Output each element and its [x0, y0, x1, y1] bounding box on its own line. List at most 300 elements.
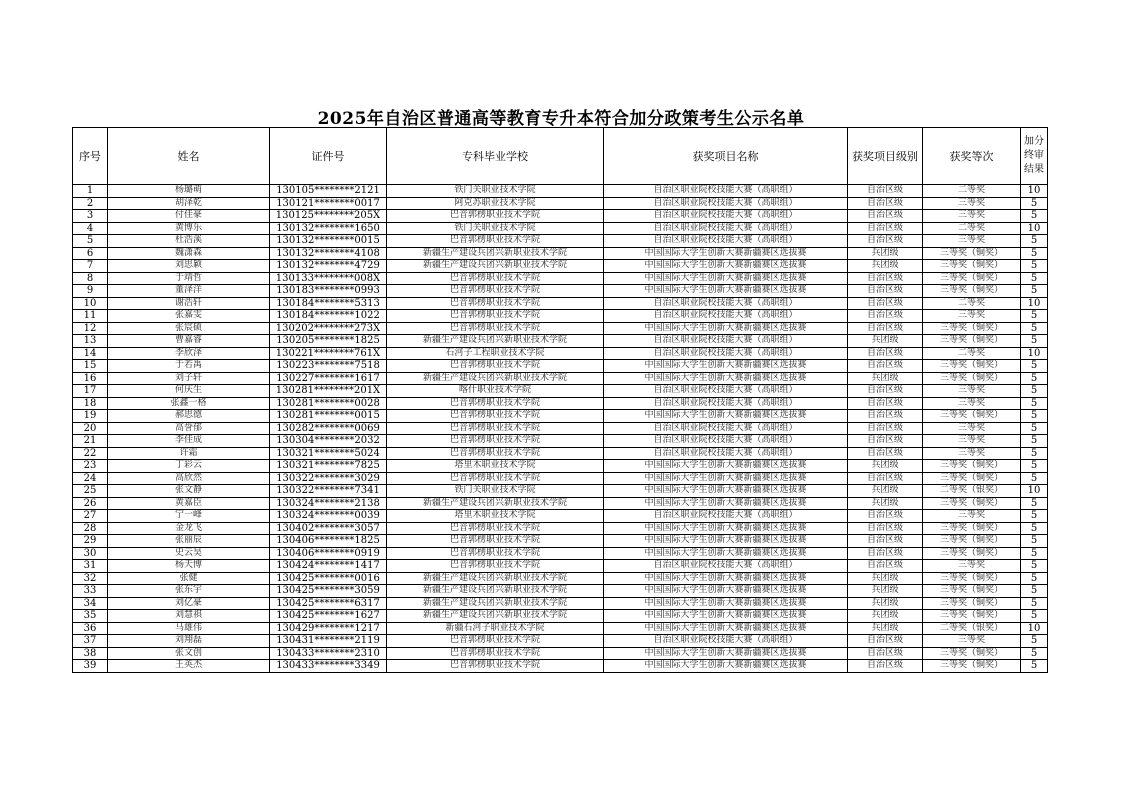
- cell-school: 喀什职业技术学院: [387, 385, 604, 398]
- cell-award: 中国国际大学生创新大赛新疆赛区选拔赛: [604, 460, 848, 473]
- cell-award: 中国国际大学生创新大赛新疆赛区选拔赛: [604, 247, 848, 260]
- table-row: [73, 622, 1048, 635]
- header-grade: 获奖等次: [923, 128, 1021, 185]
- cell-level: 自治区级: [848, 235, 923, 248]
- cell-school: 巴音郭楞职业技术学院: [387, 397, 604, 410]
- cell-score: 5: [1021, 197, 1048, 210]
- cell-level: 自治区级: [848, 560, 923, 573]
- cell-score: 5: [1021, 610, 1048, 623]
- cell-seq: 30: [73, 547, 108, 560]
- cell-award: 中国国际大学生创新大赛新疆赛区选拔赛: [604, 410, 848, 423]
- cell-id: 130221********761X: [270, 347, 387, 360]
- cell-name: 马雄伟: [108, 622, 270, 635]
- cell-grade: 二等奖: [923, 347, 1021, 360]
- cell-seq: 23: [73, 460, 108, 473]
- table-row: [73, 260, 1048, 273]
- cell-award: 自治区职业院校技能大赛（高职组）: [604, 447, 848, 460]
- cell-school: 巴音郭楞职业技术学院: [387, 360, 604, 373]
- cell-award: 中国国际大学生创新大赛新疆赛区选拔赛: [604, 647, 848, 660]
- cell-school: 新疆生产建设兵团兴新职业技术学院: [387, 247, 604, 260]
- cell-score: 5: [1021, 635, 1048, 648]
- table-body: [73, 185, 1048, 673]
- cell-seq: 24: [73, 472, 108, 485]
- cell-seq: 35: [73, 610, 108, 623]
- cell-id: 130184********1022: [270, 310, 387, 323]
- table-row: [73, 322, 1048, 335]
- cell-level: 自治区级: [848, 660, 923, 673]
- cell-name: 史云昊: [108, 547, 270, 560]
- cell-name: 谢浩轩: [108, 297, 270, 310]
- cell-name: 张嘉雯: [108, 310, 270, 323]
- cell-school: 巴音郭楞职业技术学院: [387, 535, 604, 548]
- header-seq: 序号: [73, 128, 108, 185]
- cell-score: 5: [1021, 422, 1048, 435]
- cell-seq: 16: [73, 372, 108, 385]
- cell-school: 新疆生产建设兵团兴新职业技术学院: [387, 497, 604, 510]
- cell-award: 自治区职业院校技能大赛（高职组）: [604, 297, 848, 310]
- table-header-row: [73, 128, 1048, 185]
- cell-seq: 25: [73, 485, 108, 498]
- cell-seq: 8: [73, 272, 108, 285]
- cell-name: 刘翔磊: [108, 635, 270, 648]
- cell-seq: 13: [73, 335, 108, 348]
- cell-id: 130433********2310: [270, 647, 387, 660]
- cell-seq: 14: [73, 347, 108, 360]
- table-row: [73, 310, 1048, 323]
- table-row: [73, 235, 1048, 248]
- cell-school: 铁门关职业技术学院: [387, 185, 604, 198]
- cell-award: 中国国际大学生创新大赛新疆赛区选拔赛: [604, 360, 848, 373]
- cell-name: 董泽洋: [108, 285, 270, 298]
- cell-score: 5: [1021, 260, 1048, 273]
- cell-level: 自治区级: [848, 397, 923, 410]
- cell-name: 张东宇: [108, 585, 270, 598]
- cell-id: 130424********1417: [270, 560, 387, 573]
- cell-name: 刘思颖: [108, 260, 270, 273]
- cell-seq: 6: [73, 247, 108, 260]
- table-row: [73, 472, 1048, 485]
- cell-grade: 三等奖: [923, 560, 1021, 573]
- cell-school: 新疆生产建设兵团兴新职业技术学院: [387, 335, 604, 348]
- cell-grade: 三等奖（铜奖）: [923, 285, 1021, 298]
- cell-grade: 三等奖（铜奖）: [923, 372, 1021, 385]
- cell-name: 张丽辰: [108, 535, 270, 548]
- table-row: [73, 547, 1048, 560]
- cell-level: 自治区级: [848, 510, 923, 523]
- cell-id: 130205********1825: [270, 335, 387, 348]
- table-row: [73, 347, 1048, 360]
- cell-grade: 三等奖: [923, 235, 1021, 248]
- header-score: 加分终审结果: [1021, 128, 1048, 185]
- table-row: [73, 510, 1048, 523]
- cell-grade: 三等奖: [923, 210, 1021, 223]
- cell-seq: 21: [73, 435, 108, 448]
- table-row: [73, 360, 1048, 373]
- cell-grade: 三等奖（铜奖）: [923, 610, 1021, 623]
- cell-id: 130105********2121: [270, 185, 387, 198]
- cell-id: 130132********4729: [270, 260, 387, 273]
- cell-grade: 三等奖（铜奖）: [923, 472, 1021, 485]
- cell-grade: 三等奖（铜奖）: [923, 322, 1021, 335]
- cell-name: 魏潇森: [108, 247, 270, 260]
- cell-seq: 3: [73, 210, 108, 223]
- cell-seq: 18: [73, 397, 108, 410]
- cell-level: 自治区级: [848, 410, 923, 423]
- cell-score: 5: [1021, 572, 1048, 585]
- cell-award: 自治区职业院校技能大赛（高职组）: [604, 435, 848, 448]
- cell-score: 10: [1021, 485, 1048, 498]
- cell-seq: 12: [73, 322, 108, 335]
- table-row: [73, 335, 1048, 348]
- cell-grade: 二等奖: [923, 297, 1021, 310]
- cell-school: 新疆生产建设兵团兴新职业技术学院: [387, 610, 604, 623]
- cell-id: 130425********6317: [270, 597, 387, 610]
- cell-school: 巴音郭楞职业技术学院: [387, 547, 604, 560]
- table-row: [73, 272, 1048, 285]
- cell-name: 张鑫一格: [108, 397, 270, 410]
- table-row: [73, 597, 1048, 610]
- cell-level: 兵团级: [848, 622, 923, 635]
- cell-id: 130425********1627: [270, 610, 387, 623]
- cell-award: 自治区职业院校技能大赛（高职组）: [604, 310, 848, 323]
- cell-grade: 三等奖: [923, 635, 1021, 648]
- cell-level: 自治区级: [848, 285, 923, 298]
- table-row: [73, 222, 1048, 235]
- cell-name: 张宸硕: [108, 322, 270, 335]
- cell-score: 10: [1021, 185, 1048, 198]
- cell-score: 5: [1021, 397, 1048, 410]
- cell-grade: 三等奖: [923, 447, 1021, 460]
- table-row: [73, 185, 1048, 198]
- cell-grade: 三等奖（铜奖）: [923, 460, 1021, 473]
- cell-award: 中国国际大学生创新大赛新疆赛区选拔赛: [604, 272, 848, 285]
- cell-seq: 22: [73, 447, 108, 460]
- cell-seq: 1: [73, 185, 108, 198]
- cell-id: 130133********008X: [270, 272, 387, 285]
- table-row: [73, 560, 1048, 573]
- cell-grade: 三等奖（铜奖）: [923, 585, 1021, 598]
- cell-school: 巴音郭楞职业技术学院: [387, 297, 604, 310]
- cell-school: 巴音郭楞职业技术学院: [387, 410, 604, 423]
- table-row: [73, 535, 1048, 548]
- table-row: [73, 422, 1048, 435]
- cell-score: 5: [1021, 647, 1048, 660]
- cell-name: 杨天博: [108, 560, 270, 573]
- cell-name: 胡泽乾: [108, 197, 270, 210]
- table-row: [73, 460, 1048, 473]
- cell-school: 巴音郭楞职业技术学院: [387, 272, 604, 285]
- cell-award: 中国国际大学生创新大赛新疆赛区选拔赛: [604, 660, 848, 673]
- cell-id: 130121********0017: [270, 197, 387, 210]
- cell-level: 自治区级: [848, 435, 923, 448]
- cell-grade: 三等奖: [923, 197, 1021, 210]
- cell-grade: 三等奖（铜奖）: [923, 660, 1021, 673]
- cell-id: 130406********1825: [270, 535, 387, 548]
- header-id: 证件号: [270, 128, 387, 185]
- cell-seq: 38: [73, 647, 108, 660]
- cell-school: 巴音郭楞职业技术学院: [387, 310, 604, 323]
- cell-score: 10: [1021, 222, 1048, 235]
- cell-level: 自治区级: [848, 347, 923, 360]
- cell-award: 中国国际大学生创新大赛新疆赛区选拔赛: [604, 535, 848, 548]
- cell-name: 黄嘉臣: [108, 497, 270, 510]
- cell-seq: 10: [73, 297, 108, 310]
- cell-grade: 三等奖（铜奖）: [923, 247, 1021, 260]
- cell-id: 130281********0015: [270, 410, 387, 423]
- cell-name: 宁一峰: [108, 510, 270, 523]
- cell-score: 5: [1021, 247, 1048, 260]
- cell-grade: 二等奖（银奖）: [923, 485, 1021, 498]
- cell-grade: 三等奖: [923, 435, 1021, 448]
- cell-award: 中国国际大学生创新大赛新疆赛区选拔赛: [604, 472, 848, 485]
- cell-id: 130183********0993: [270, 285, 387, 298]
- cell-grade: 三等奖（铜奖）: [923, 272, 1021, 285]
- cell-award: 自治区职业院校技能大赛（高职组）: [604, 385, 848, 398]
- cell-award: 中国国际大学生创新大赛新疆赛区选拔赛: [604, 497, 848, 510]
- cell-award: 自治区职业院校技能大赛（高职组）: [604, 222, 848, 235]
- cell-id: 130202********273X: [270, 322, 387, 335]
- cell-seq: 20: [73, 422, 108, 435]
- cell-seq: 9: [73, 285, 108, 298]
- cell-school: 新疆生产建设兵团兴新职业技术学院: [387, 585, 604, 598]
- cell-school: 阿克苏职业技术学院: [387, 197, 604, 210]
- cell-id: 130402********3057: [270, 522, 387, 535]
- cell-school: 新疆石河子职业技术学院: [387, 622, 604, 635]
- cell-name: 郝思德: [108, 410, 270, 423]
- cell-id: 130324********0039: [270, 510, 387, 523]
- cell-score: 5: [1021, 372, 1048, 385]
- header-award: 获奖项目名称: [604, 128, 848, 185]
- cell-award: 自治区职业院校技能大赛（高职组）: [604, 210, 848, 223]
- cell-award: 自治区职业院校技能大赛（高职组）: [604, 347, 848, 360]
- cell-school: 巴音郭楞职业技术学院: [387, 522, 604, 535]
- cell-score: 5: [1021, 597, 1048, 610]
- cell-level: 自治区级: [848, 322, 923, 335]
- candidate-table: [72, 127, 1048, 673]
- cell-level: 自治区级: [848, 447, 923, 460]
- document-title: 2025年自治区普通高等教育专升本符合加分政策考生公示名单: [317, 109, 805, 129]
- cell-seq: 34: [73, 597, 108, 610]
- cell-seq: 15: [73, 360, 108, 373]
- cell-name: 王英杰: [108, 660, 270, 673]
- cell-level: 自治区级: [848, 647, 923, 660]
- cell-name: 金龙飞: [108, 522, 270, 535]
- cell-level: 自治区级: [848, 422, 923, 435]
- cell-name: 张文创: [108, 647, 270, 660]
- table-row: [73, 660, 1048, 673]
- cell-score: 5: [1021, 235, 1048, 248]
- cell-level: 自治区级: [848, 360, 923, 373]
- cell-level: 自治区级: [848, 310, 923, 323]
- cell-id: 130281********201X: [270, 385, 387, 398]
- cell-award: 自治区职业院校技能大赛（高职组）: [604, 510, 848, 523]
- table-row: [73, 385, 1048, 398]
- table-row: [73, 297, 1048, 310]
- cell-level: 自治区级: [848, 222, 923, 235]
- cell-seq: 7: [73, 260, 108, 273]
- cell-award: 中国国际大学生创新大赛新疆赛区选拔赛: [604, 322, 848, 335]
- cell-name: 高誉郁: [108, 422, 270, 435]
- cell-id: 130321********5024: [270, 447, 387, 460]
- cell-level: 兵团级: [848, 572, 923, 585]
- table-row: [73, 247, 1048, 260]
- cell-school: 巴音郭楞职业技术学院: [387, 660, 604, 673]
- cell-name: 于靖哲: [108, 272, 270, 285]
- cell-id: 130321********7825: [270, 460, 387, 473]
- cell-level: 自治区级: [848, 185, 923, 198]
- cell-school: 巴音郭楞职业技术学院: [387, 210, 604, 223]
- cell-grade: 三等奖（铜奖）: [923, 360, 1021, 373]
- cell-award: 中国国际大学生创新大赛新疆赛区选拔赛: [604, 585, 848, 598]
- cell-award: 自治区职业院校技能大赛（高职组）: [604, 422, 848, 435]
- cell-level: 自治区级: [848, 472, 923, 485]
- cell-award: 中国国际大学生创新大赛新疆赛区选拔赛: [604, 260, 848, 273]
- cell-level: 兵团级: [848, 610, 923, 623]
- cell-school: 巴音郭楞职业技术学院: [387, 647, 604, 660]
- cell-school: 巴音郭楞职业技术学院: [387, 235, 604, 248]
- cell-name: 张文静: [108, 485, 270, 498]
- table-row: [73, 197, 1048, 210]
- cell-id: 130132********4108: [270, 247, 387, 260]
- cell-score: 5: [1021, 322, 1048, 335]
- cell-award: 中国国际大学生创新大赛新疆赛区选拔赛: [604, 522, 848, 535]
- cell-score: 5: [1021, 285, 1048, 298]
- cell-school: 巴音郭楞职业技术学院: [387, 472, 604, 485]
- cell-school: 巴音郭楞职业技术学院: [387, 422, 604, 435]
- cell-name: 何庆生: [108, 385, 270, 398]
- cell-seq: 26: [73, 497, 108, 510]
- cell-school: 巴音郭楞职业技术学院: [387, 322, 604, 335]
- cell-name: 曹嘉睿: [108, 335, 270, 348]
- cell-score: 5: [1021, 560, 1048, 573]
- cell-score: 5: [1021, 585, 1048, 598]
- cell-id: 130282********0069: [270, 422, 387, 435]
- cell-id: 130322********7341: [270, 485, 387, 498]
- cell-grade: 二等奖: [923, 222, 1021, 235]
- cell-seq: 27: [73, 510, 108, 523]
- cell-award: 自治区职业院校技能大赛（高职组）: [604, 635, 848, 648]
- cell-name: 高欣然: [108, 472, 270, 485]
- cell-id: 130425********3059: [270, 585, 387, 598]
- cell-seq: 36: [73, 622, 108, 635]
- cell-school: 新疆生产建设兵团兴新职业技术学院: [387, 572, 604, 585]
- header-name: 姓名: [108, 128, 270, 185]
- cell-seq: 31: [73, 560, 108, 573]
- cell-grade: 三等奖: [923, 422, 1021, 435]
- cell-award: 自治区职业院校技能大赛（高职组）: [604, 185, 848, 198]
- cell-id: 130223********7518: [270, 360, 387, 373]
- cell-score: 10: [1021, 622, 1048, 635]
- cell-name: 杨璐萌: [108, 185, 270, 198]
- cell-grade: 三等奖（铜奖）: [923, 572, 1021, 585]
- cell-score: 5: [1021, 410, 1048, 423]
- table-row: [73, 497, 1048, 510]
- cell-grade: 三等奖（铜奖）: [923, 497, 1021, 510]
- cell-score: 5: [1021, 447, 1048, 460]
- cell-level: 自治区级: [848, 197, 923, 210]
- cell-level: 自治区级: [848, 635, 923, 648]
- table-row: [73, 410, 1048, 423]
- cell-seq: 5: [73, 235, 108, 248]
- cell-level: 自治区级: [848, 385, 923, 398]
- cell-seq: 28: [73, 522, 108, 535]
- cell-school: 塔里木职业技术学院: [387, 510, 604, 523]
- cell-level: 自治区级: [848, 547, 923, 560]
- cell-score: 5: [1021, 547, 1048, 560]
- cell-level: 自治区级: [848, 210, 923, 223]
- cell-score: 5: [1021, 385, 1048, 398]
- cell-school: 石河子工程职业技术学院: [387, 347, 604, 360]
- table-row: [73, 435, 1048, 448]
- cell-seq: 37: [73, 635, 108, 648]
- cell-grade: 三等奖（铜奖）: [923, 547, 1021, 560]
- cell-id: 130324********2138: [270, 497, 387, 510]
- cell-school: 巴音郭楞职业技术学院: [387, 560, 604, 573]
- cell-id: 130227********1617: [270, 372, 387, 385]
- cell-award: 自治区职业院校技能大赛（高职组）: [604, 397, 848, 410]
- cell-name: 刘子轩: [108, 372, 270, 385]
- cell-name: 李佳成: [108, 435, 270, 448]
- cell-school: 新疆生产建设兵团兴新职业技术学院: [387, 597, 604, 610]
- cell-id: 130184********5313: [270, 297, 387, 310]
- cell-school: 塔里木职业技术学院: [387, 460, 604, 473]
- cell-id: 130304********2032: [270, 435, 387, 448]
- cell-score: 5: [1021, 497, 1048, 510]
- cell-score: 5: [1021, 272, 1048, 285]
- table-row: [73, 585, 1048, 598]
- cell-score: 5: [1021, 510, 1048, 523]
- cell-seq: 32: [73, 572, 108, 585]
- cell-award: 中国国际大学生创新大赛新疆赛区选拔赛: [604, 285, 848, 298]
- cell-score: 5: [1021, 435, 1048, 448]
- cell-seq: 29: [73, 535, 108, 548]
- cell-name: 杜浩溪: [108, 235, 270, 248]
- cell-id: 130429********1217: [270, 622, 387, 635]
- cell-score: 5: [1021, 472, 1048, 485]
- cell-name: 刘亿豪: [108, 597, 270, 610]
- cell-name: 于若禹: [108, 360, 270, 373]
- cell-score: 5: [1021, 460, 1048, 473]
- cell-seq: 4: [73, 222, 108, 235]
- cell-name: 刘慧祺: [108, 610, 270, 623]
- cell-score: 5: [1021, 310, 1048, 323]
- cell-name: 黄博乐: [108, 222, 270, 235]
- cell-name: 付佳豪: [108, 210, 270, 223]
- cell-school: 巴音郭楞职业技术学院: [387, 635, 604, 648]
- cell-school: 铁门关职业技术学院: [387, 485, 604, 498]
- cell-level: 兵团级: [848, 497, 923, 510]
- cell-score: 5: [1021, 522, 1048, 535]
- table-row: [73, 647, 1048, 660]
- cell-award: 中国国际大学生创新大赛新疆赛区选拔赛: [604, 597, 848, 610]
- header-level: 获奖项目级别: [848, 128, 923, 185]
- table-row: [73, 635, 1048, 648]
- table-row: [73, 522, 1048, 535]
- cell-level: 兵团级: [848, 597, 923, 610]
- cell-level: 兵团级: [848, 460, 923, 473]
- cell-name: 张健: [108, 572, 270, 585]
- cell-award: 中国国际大学生创新大赛新疆赛区选拔赛: [604, 610, 848, 623]
- cell-grade: 三等奖: [923, 310, 1021, 323]
- cell-school: 铁门关职业技术学院: [387, 222, 604, 235]
- cell-award: 自治区职业院校技能大赛（高职组）: [604, 560, 848, 573]
- cell-school: 新疆生产建设兵团兴新职业技术学院: [387, 260, 604, 273]
- cell-grade: 三等奖（铜奖）: [923, 335, 1021, 348]
- header-school: 专科毕业学校: [387, 128, 604, 185]
- cell-award: 中国国际大学生创新大赛新疆赛区选拔赛: [604, 372, 848, 385]
- table-row: [73, 397, 1048, 410]
- cell-score: 5: [1021, 335, 1048, 348]
